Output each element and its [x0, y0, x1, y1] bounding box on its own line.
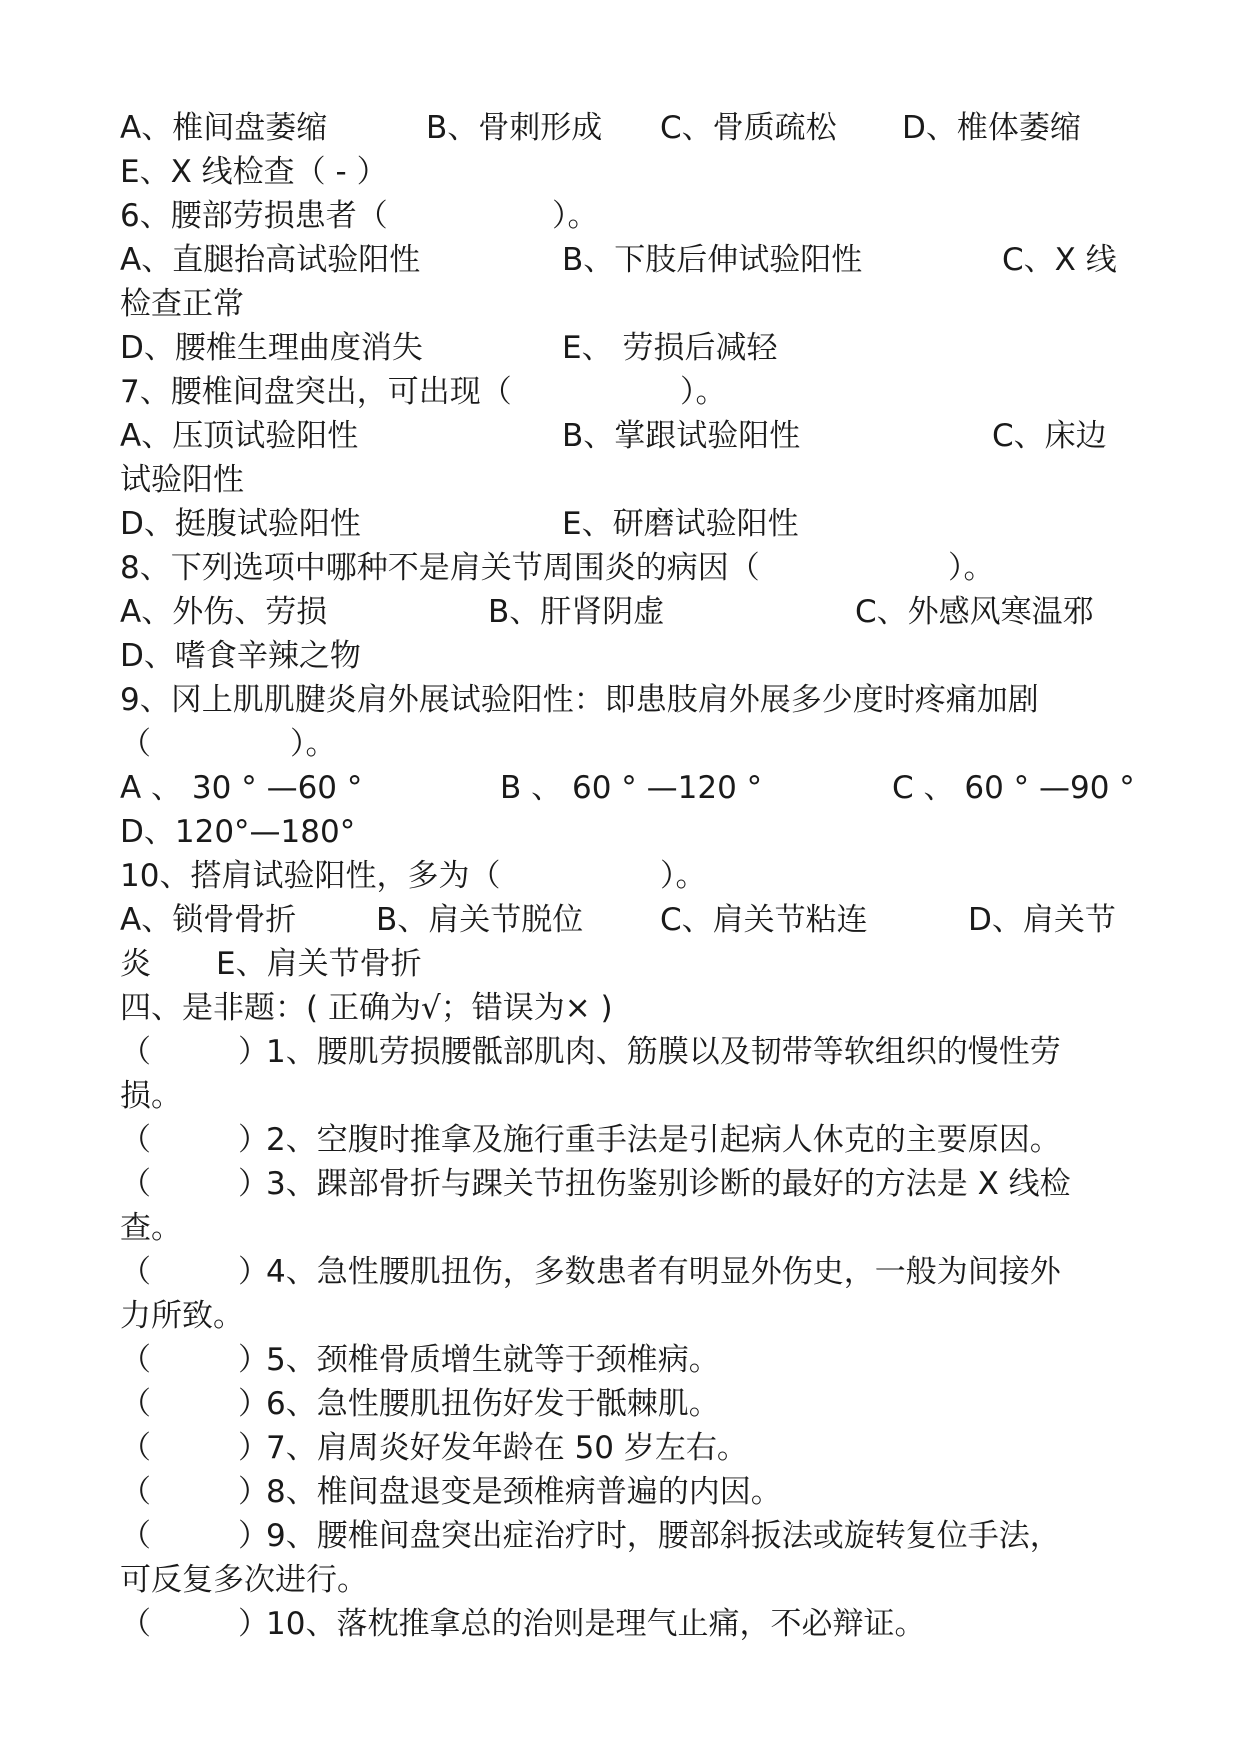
answer-close: ）: [238, 1166, 269, 1202]
document-page: [120, 106, 1135, 1646]
option-c: C、床边: [992, 418, 1107, 454]
tf-item-text-continued: 可反复多次进行。: [120, 1562, 368, 1598]
section-title: 四、是非题：( 正确为√；错误为× ): [120, 990, 613, 1026]
question-9: [120, 678, 1130, 722]
tf-item-text: 6、急性腰肌扭伤好发于骶棘肌。: [266, 1386, 720, 1422]
tf-item-7: [120, 1426, 1130, 1470]
tf-item-text: 1、腰肌劳损腰骶部肌肉、筋膜以及韧带等软组织的慢性劳: [266, 1034, 1061, 1070]
tf-item-text: 8、椎间盘退变是颈椎病普遍的内因。: [266, 1474, 782, 1510]
answer-open: （: [120, 726, 151, 762]
option-e: E、研磨试验阳性: [562, 506, 799, 542]
tf-item-text-continued: 损。: [120, 1078, 182, 1114]
q5-options-row-1: [120, 106, 1130, 150]
q6-options-row-2: [120, 282, 1130, 326]
option-e: E、肩关节骨折: [216, 946, 422, 982]
tf-item-text: 10、落枕推拿总的治则是理气止痛，不必辩证。: [266, 1606, 926, 1642]
answer-close: ）。: [290, 726, 337, 762]
option-d: D、肩关节: [968, 902, 1116, 938]
answer-open: （: [120, 1606, 151, 1642]
tf-item-6: [120, 1382, 1130, 1426]
option-c: C、骨质疏松: [660, 110, 837, 146]
answer-close: ）: [238, 1386, 269, 1422]
option-b: B 、 60 ° —120 °: [500, 770, 763, 806]
option-a: A、外伤、劳损: [120, 594, 328, 630]
tf-item-text: 3、踝部骨折与踝关节扭伤鉴别诊断的最好的方法是 X 线检: [266, 1166, 1071, 1202]
option-c: C、X 线: [1002, 242, 1117, 278]
tf-item-5: [120, 1338, 1130, 1382]
answer-close: ）: [238, 1034, 269, 1070]
tf-item-4: [120, 1250, 1130, 1294]
tf-item-text: 2、空腹时推拿及施行重手法是引起病人休克的主要原因。: [266, 1122, 1061, 1158]
answer-close: ）: [238, 1342, 269, 1378]
answer-close: ）: [238, 1430, 269, 1466]
tf-item-9-continued: [120, 1558, 1130, 1602]
answer-open: （: [120, 1474, 151, 1510]
option-a: A、直腿抬高试验阳性: [120, 242, 421, 278]
q7-options-row-3: [120, 502, 1130, 546]
answer-open: （: [120, 1034, 151, 1070]
answer-close: ）。: [680, 374, 727, 410]
option-b: B、肝肾阴虚: [488, 594, 665, 630]
tf-item-text-continued: 力所致。: [120, 1298, 244, 1334]
tf-item-9: [120, 1514, 1130, 1558]
option-d-continued: 炎: [120, 946, 151, 982]
section-4-title: [120, 986, 1130, 1030]
option-d: D、嗜食辛辣之物: [120, 638, 361, 674]
option-c: C、外感风寒温邪: [855, 594, 1094, 630]
option-c: C 、 60 ° —90 °: [892, 770, 1135, 806]
answer-close: ）: [238, 1474, 269, 1510]
option-b: B、掌跟试验阳性: [562, 418, 801, 454]
answer-open: （: [120, 1254, 151, 1290]
question-8: [120, 546, 1130, 590]
question-7: [120, 370, 1130, 414]
option-b: B、下肢后伸试验阳性: [562, 242, 863, 278]
q6-options-row-1: [120, 238, 1130, 282]
answer-close: ）: [238, 1122, 269, 1158]
option-d: D、120°—180°: [120, 814, 356, 850]
tf-item-2: [120, 1118, 1130, 1162]
q8-options-row-2: [120, 634, 1130, 678]
tf-item-3-continued: [120, 1206, 1130, 1250]
tf-item-text: 7、肩周炎好发年龄在 50 岁左右。: [266, 1430, 748, 1466]
q10-options-row-2: [120, 942, 1130, 986]
question-10: [120, 854, 1130, 898]
answer-close: ）。: [948, 550, 995, 586]
option-b: B、肩关节脱位: [376, 902, 584, 938]
answer-close: ）。: [660, 858, 707, 894]
tf-item-text-continued: 查。: [120, 1210, 182, 1246]
tf-item-text: 9、腰椎间盘突出症治疗时，腰部斜扳法或旋转复位手法，: [266, 1518, 1061, 1554]
answer-close: ）: [238, 1518, 269, 1554]
answer-open: （: [120, 1518, 151, 1554]
q6-options-row-3: [120, 326, 1130, 370]
answer-close: ）: [238, 1254, 269, 1290]
option-c-continued: 检查正常: [120, 286, 244, 322]
tf-item-text: 5、颈椎骨质增生就等于颈椎病。: [266, 1342, 720, 1378]
q9-options-row-2: [120, 810, 1130, 854]
tf-item-1: [120, 1030, 1130, 1074]
answer-open: （: [120, 1122, 151, 1158]
tf-item-1-continued: [120, 1074, 1130, 1118]
question-stem: 8、下列选项中哪种不是肩关节周围炎的病因（: [120, 550, 760, 586]
option-a: A、压顶试验阳性: [120, 418, 359, 454]
answer-open: （: [120, 1386, 151, 1422]
option-d: D、椎体萎缩: [902, 110, 1081, 146]
option-e: E、 劳损后减轻: [562, 330, 778, 366]
answer-open: （: [120, 1166, 151, 1202]
answer-open: （: [120, 1430, 151, 1466]
question-stem: 9、冈上肌肌腱炎肩外展试验阳性：即患肢肩外展多少度时疼痛加剧: [120, 682, 1039, 718]
tf-item-text: 4、急性腰肌扭伤，多数患者有明显外伤史，一般为间接外: [266, 1254, 1061, 1290]
q7-options-row-2: [120, 458, 1130, 502]
tf-item-10: [120, 1602, 1130, 1646]
question-stem: 6、腰部劳损患者（: [120, 198, 388, 234]
option-c-continued: 试验阳性: [120, 462, 244, 498]
option-d: D、腰椎生理曲度消失: [120, 330, 423, 366]
question-9-answer: [120, 722, 1130, 766]
option-a: A 、 30 ° —60 °: [120, 770, 363, 806]
option-a: A、椎间盘萎缩: [120, 110, 328, 146]
q8-options-row-1: [120, 590, 1130, 634]
tf-item-3: [120, 1162, 1130, 1206]
answer-close: ）: [238, 1606, 269, 1642]
tf-item-4-continued: [120, 1294, 1130, 1338]
q5-options-row-2: [120, 150, 1130, 194]
option-d: D、挺腹试验阳性: [120, 506, 361, 542]
answer-close: ）。: [552, 198, 599, 234]
tf-item-8: [120, 1470, 1130, 1514]
q7-options-row-1: [120, 414, 1130, 458]
question-6: [120, 194, 1130, 238]
question-stem: 10、搭肩试验阳性，多为（: [120, 858, 501, 894]
option-b: B、骨刺形成: [426, 110, 603, 146]
option-e: E、X 线检查（ - ）: [120, 154, 388, 190]
q9-options-row-1: [120, 766, 1135, 810]
question-stem: 7、腰椎间盘突出，可出现（: [120, 374, 512, 410]
answer-open: （: [120, 1342, 151, 1378]
option-c: C、肩关节粘连: [660, 902, 868, 938]
q10-options-row-1: [120, 898, 1130, 942]
option-a: A、锁骨骨折: [120, 902, 297, 938]
